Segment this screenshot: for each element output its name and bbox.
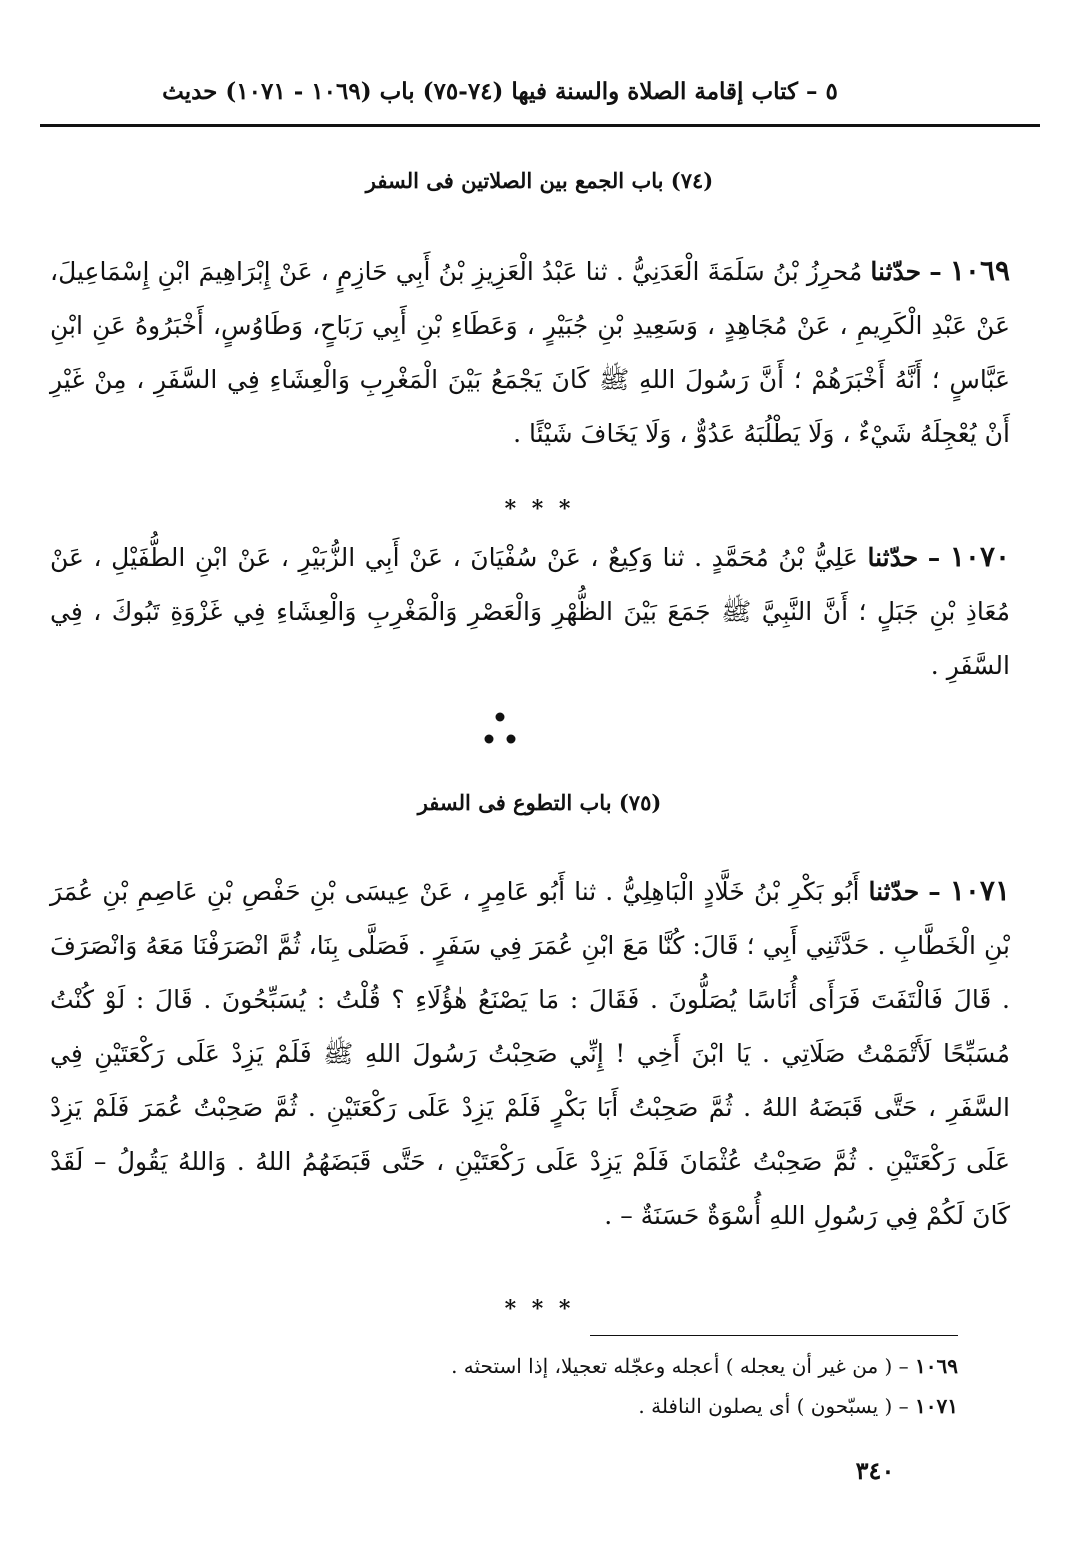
footnote-dash: – [898, 1354, 909, 1378]
chapter-title-74: (٧٤) باب الجمع بين الصلاتين فى السفر [365, 168, 714, 193]
hadith-text: أَبُو بَكْرِ بْنُ خَلَّادٍ الْبَاهِلِيُّ . ثنا أَبُو عَامِرٍ ، عَنْ عِيسَى بْنِ حَفْصِ بْنِ عَاصِمِ بْنِ عُمَرَ بْنِ الْخَطَّابِ . حَدَّثَنِي أَبِي ؛ قَالَ: كُنَّا مَعَ ابْنِ عُمَرَ فِي سَفَرٍ . فَصَلَّى بِنَا، ثُمَّ انْصَرَفْنَا مَعَهُ وَانْصَرَفَ . قَالَ فَالْتَفَتَ فَرَأَى أُنَاسًا يُصَلُّونَ . فَقَالَ : مَا يَصْنَعُ هٰؤُلَاءِ ؟ قُلْتُ : يُسَبِّحُونَ . قَالَ : لَوْ كُنْتُ مُسَبِّحًا لَأَتْمَمْتُ صَلَاتِي . يَا ابْنَ أَخِي ! إِنِّي صَحِبْتُ رَسُولَ اللهِ ﷺ فَلَمْ يَزِدْ عَلَى رَكْعَتَيْنِ فِي السَّفَرِ ، حَتَّى قَبَضَهُ اللهُ . ثُمَّ صَحِبْتُ أَبَا بَكْرٍ فَلَمْ يَزِدْ عَلَى رَكْعَتَيْنِ . ثُمَّ صَحِبْتُ عُمَرَ فَلَمْ يَزِدْ عَلَى رَكْعَتَيْنِ . ثُمَّ صَحِبْتُ عُثْمَانَ فَلَمْ يَزِدْ عَلَى رَكْعَتَيْنِ ، حَتَّى قَبَضَهُمُ اللهُ . وَاللهُ يَقُولُ – لَقَدْ كَانَ لَكُمْ فِي رَسُولِ اللهِ أُسْوَةٌ حَسَنَةٌ – . [50, 877, 1010, 1230]
hadith-1071 [50, 864, 1010, 1243]
hadith-dash: – [929, 257, 942, 286]
hadith-dash: – [928, 877, 941, 906]
footnote-number: ١٠٦٩ [915, 1354, 958, 1378]
hadith-text: مُحرِزُ بْنُ سَلَمَةَ الْعَدَنِيُّ . ثنا عَبْدُ الْعَزِيزِ بْنُ أَبِي حَازِمٍ ، عَنْ إِبْرَاهِيمَ ابْنِ إِسْمَاعِيلَ، عَنْ عَبْدِ الْكَرِيمِ ، عَنْ مُجَاهِدٍ ، وَسَعِيدِ بْنِ جُبَيْرٍ ، وَعَطَاءِ بْنِ أَبِي رَبَاحٍ، وَطَاوُسٍ، أَخْبَرُوهُ عَنِ ابْنِ عَبَّاسٍ ؛ أَنَّهُ أَخْبَرَهُمْ ؛ أَنَّ رَسُولَ اللهِ ﷺ كَانَ يَجْمَعُ بَيْنَ الْمَغْرِبِ وَالْعِشَاءِ فِي السَّفَرِ ، مِنْ غَيْرِ أَنْ يُعْجِلَهُ شَيْءٌ ، وَلَا يَطْلُبَهُ عَدُوٌّ ، وَلَا يَخَافَ شَيْئًا . [50, 257, 1010, 448]
hadith-number: ١٠٦٩ [949, 254, 1011, 287]
footnotes [300, 1346, 958, 1426]
running-header: ٥ – كتاب إقامة الصلاة والسنة فيها (٧٤-٧٥) باب (١٠٦٩ - ١٠٧١) حديث [162, 78, 838, 105]
footnote-text: ( يسبّحون ) أى يصلون النافلة . [638, 1394, 893, 1418]
stars-separator: * * * [504, 496, 575, 522]
footnote-rule [590, 1335, 958, 1336]
hadith-number: ١٠٧١ [949, 874, 1010, 907]
page-number: ٣٤٠ [855, 1456, 895, 1485]
footnote-number: ١٠٧١ [915, 1394, 958, 1418]
chapter-title-75: (٧٥) باب التطوع فى السفر [417, 790, 662, 815]
hadith-narration-word: حدّثنا [868, 877, 920, 906]
header-rule [40, 124, 1040, 127]
section-divider-ornament [470, 708, 530, 754]
hadith-1069 [50, 244, 1010, 461]
footnote-item [300, 1386, 958, 1426]
hadith-number: ١٠٧٠ [949, 540, 1011, 573]
hadith-narration-word: حدّثنا [867, 543, 919, 572]
hadith-1070 [50, 530, 1010, 693]
footnote-item [300, 1346, 958, 1386]
hadith-text: عَلِيُّ بْنُ مُحَمَّدٍ . ثنا وَكِيعٌ ، عَنْ سُفْيَانَ ، عَنْ أَبِي الزُّبَيْرِ ، عَنْ ابْنِ الطُّفَيْلِ ، عَنْ مُعَاذِ بْنِ جَبَلٍ ؛ أَنَّ النَّبِيَّ ﷺ جَمَعَ بَيْنَ الظُّهْرِ وَالْعَصْرِ وَالْمَغْرِبِ وَالْعِشَاءِ فِي غَزْوَةِ تَبُوكَ ، فِي السَّفَرِ . [50, 543, 1010, 680]
footnote-dash: – [898, 1394, 909, 1418]
stars-separator: * * * [504, 1296, 575, 1322]
hadith-dash: – [927, 543, 941, 572]
footnote-text: ( من غير أن يعجله ) أعجله وعجّله تعجيلا، إذا استحثه . [451, 1354, 893, 1378]
hadith-narration-word: حدّثنا [870, 257, 922, 286]
